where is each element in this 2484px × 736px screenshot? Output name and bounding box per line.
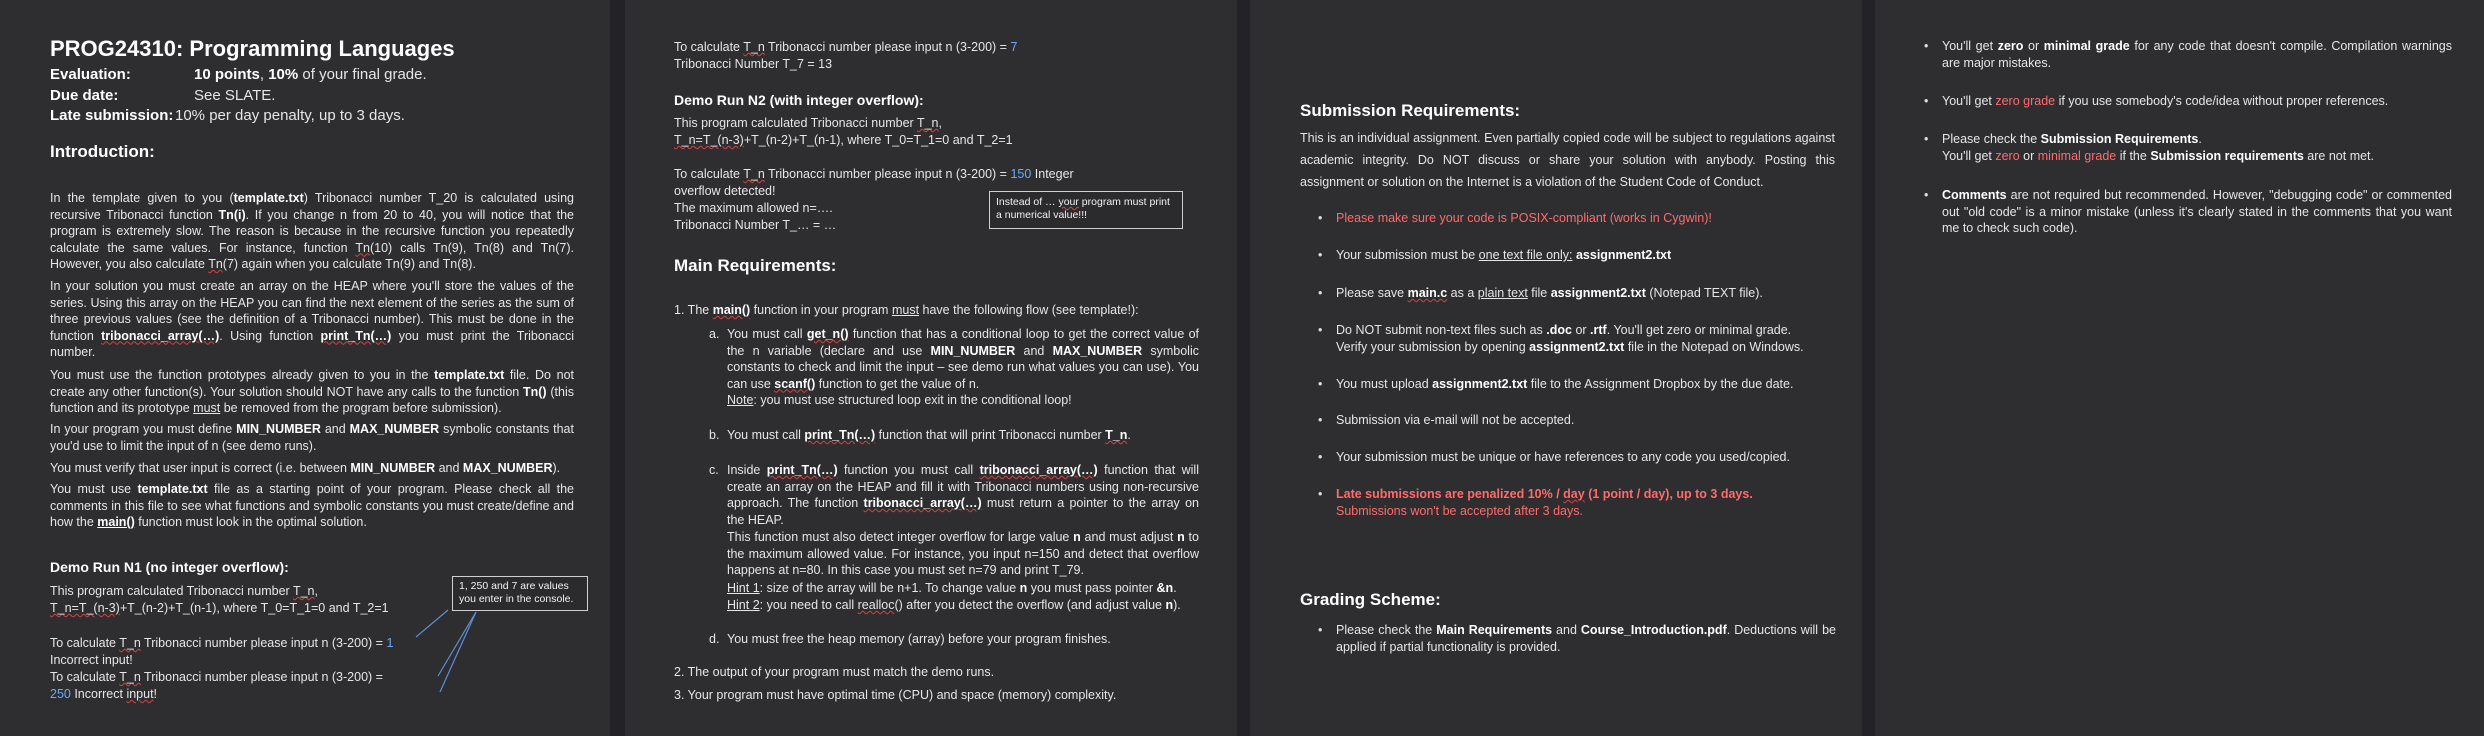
grading-bullet-compile: • You'll get zero or minimal grade for any code that doesn't compile. Compilation warnings are major mistakes. — [1942, 38, 2452, 71]
submission-bullet-save-as: • Please save main.c as a plain text file assignment2.txt (Notepad TEXT file). — [1336, 285, 1763, 302]
requirement-3: 3. Your program must have optimal time (CPU) and space (memory) complexity. — [674, 688, 1117, 702]
callout-arrows — [380, 600, 480, 710]
submission-requirements-heading: Submission Requirements: — [1300, 101, 1521, 120]
demo2-line-3: To calculate T_n Tribonacci number please input n (3-200) = 150 Integer — [674, 167, 1074, 181]
demo-run-1-heading: Demo Run N1 (no integer overflow): — [50, 559, 289, 575]
demo1-line-2: T_n=T_(n-3)+T_(n-2)+T_(n-1), where T_0=T_1=0 and T_2=1 — [50, 601, 389, 615]
demo2-line-5: The maximum allowed n=…. — [674, 201, 833, 215]
demo2-line-1: This program calculated Tribonacci number T_n, — [674, 116, 942, 130]
demo1-line-6: 250 Incorrect input! — [50, 687, 158, 701]
req-d-letter: d. — [709, 632, 720, 646]
demo-run-2-heading: Demo Run N2 (with integer overflow): — [674, 92, 924, 108]
demo2-line-2: T_n=T_(n-3)+T_(n-2)+T_(n-1), where T_0=T_1=0 and T_2=1 — [674, 133, 1013, 147]
req-b-letter: b. — [709, 428, 720, 442]
demo1-line-5: To calculate T_n Tribonacci number please input n (3-200) = — [50, 670, 383, 684]
introduction-heading: Introduction: — [50, 142, 155, 161]
requirement-d: You must free the heap memory (array) before your program finishes. — [727, 632, 1111, 646]
grading-bullet-submission: • Please check the Submission Requirements. You'll get zero or minimal grade if the Submission requirements are not met. — [1942, 131, 2452, 164]
document-page-3 — [1250, 0, 1862, 736]
evaluation-line: Evaluation: 10 points, 10% of your final grade. — [50, 66, 427, 83]
requirement-a: You must call get_n() function that has a conditional loop to get the correct value of the n variable (declare and use MIN_NUMBER and MAX_NUMBER symbolic constants to check and limit the input – see demo run what values you can use). You can use scanf() function to get the value of n. — [727, 327, 1200, 391]
requirement-2: 2. The output of your program must match the demo runs. — [674, 665, 995, 679]
requirement-c: Inside print_Tn(…) function you must call tribonacci_array(…) function that will create an array on the HEAP and fill it with Tribonacci numbers using non-recursive approach. The function tribonacci_array(…) must return a pointer to the array on the HEAP. — [727, 463, 1199, 527]
grading-scheme-heading: Grading Scheme: — [1300, 590, 1441, 609]
course-title: PROG24310: Programming Languages — [50, 36, 455, 61]
document-page-2 — [625, 0, 1237, 736]
arrow-to-input-7 — [438, 612, 476, 676]
document-page-1 — [0, 0, 610, 736]
main-requirements-heading: Main Requirements: — [674, 256, 837, 275]
requirement-a-note: Note: you must use structured loop exit in the conditional loop! — [727, 393, 1072, 407]
submission-bullet-unique: • Your submission must be unique or have references to any code you used/copied. — [1336, 449, 1790, 466]
demo1-line-4: Incorrect input! — [50, 653, 133, 667]
intro-paragraph-3: You must use the function prototypes already given to you in the template.txt file. Do not create any other function(s). Your solution should NOT have any calls to the function Tn() (this function and its prototype must be removed from the program before submission). — [50, 368, 574, 415]
hint-2: Hint 2: you need to call realloc() after you detect the overflow (and adjust value n). — [727, 598, 1181, 612]
intro-paragraph-6: You must use template.txt file as a starting point of your program. Please check all the comments in this file to see what functions and symbolic constants you must create/define and how the main() function must look in the optimal solution. — [50, 482, 575, 529]
requirement-1: 1. The main() function in your program must have the following flow (see template!): — [674, 303, 1139, 317]
intro-paragraph-2: In your solution you must create an array on the HEAP where you'll store the values of the series. Using this array on the HEAP you can find the next element of the series as the sum of three previous values (see the definition of a Tribonacci number). This must be done in the function tribonacci_array(…). Using function print_Tn(…) you must print the Tribonacci number. — [50, 279, 574, 359]
intro-paragraph-1: In the template given to you (template.txt) Tribonacci number T_20 is calculated using recursive Tribonacci function Tn(i). If you change n from 20 to 40, you will notice that the program is extremely slow. The reason is because in the recursive function you repeatedly calculate the same values. For instance, function Tn(10) calls Tn(9), Tn(8) and Tn(7). However, you also calculate Tn(7) again when you calculate Tn(9) and Tn(8). — [50, 191, 574, 271]
document-page-4 — [1875, 0, 2484, 736]
grading-bullet-references: • You'll get zero grade if you use somebody's code/idea without proper references. — [1942, 93, 2452, 110]
requirement-b: You must call print_Tn(…) function that will print Tribonacci number T_n. — [727, 428, 1131, 442]
grading-bullet-comments: • Comments are not required but recommended. However, "debugging code" or commented out "old code" is a minor mistake (unless it's clearly stated in the comments that you want me to check such code). — [1942, 187, 2452, 237]
demo2-line-4: overflow detected! — [674, 184, 776, 198]
submission-bullet-upload: • You must upload assignment2.txt file to the Assignment Dropbox by the due date. — [1336, 376, 1793, 393]
submission-bullet-email: • Submission via e-mail will not be accepted. — [1336, 412, 1574, 429]
input-values-callout: 1, 250 and 7 are values you enter in the console. — [452, 576, 588, 611]
req-c-letter: c. — [709, 463, 719, 477]
demo1-line-3: To calculate T_n Tribonacci number please input n (3-200) = 1 — [50, 636, 394, 650]
req-a-letter: a. — [709, 327, 720, 341]
submission-bullet-no-doc: • Do NOT submit non-text files such as .doc or .rtf. You'll get zero or minimal grade. Verify your submission by opening assignment2.txt file in the Notepad on Windows. — [1336, 322, 1804, 355]
late-submission-line: Late submission: 10% per day penalty, up to 3 days. — [50, 107, 405, 124]
demo1-line-1: This program calculated Tribonacci number T_n, — [50, 584, 318, 598]
intro-paragraph-5: You must verify that user input is correct (i.e. between MIN_NUMBER and MAX_NUMBER). — [50, 461, 561, 475]
intro-paragraph-4: In your program you must define MIN_NUMBER and MAX_NUMBER symbolic constants that you'd use to limit the input of n (see demo runs). — [50, 422, 574, 453]
hint-1: Hint 1: size of the array will be n+1. To change value n you must pass pointer &n. — [727, 581, 1177, 595]
submission-bullet-posix: • Please make sure your code is POSIX-compliant (works in Cygwin)! — [1336, 210, 1712, 227]
due-date-line: Due date: See SLATE. — [50, 87, 276, 104]
requirement-c-overflow: This function must also detect integer overflow for large value n and must adjust n to the maximum allowed value. For instance, you input n=150 and detect that overflow happens at n=80. In this case you must set n=79 and print T_79. — [727, 530, 1199, 577]
demo1-cont-line-2: Tribonacci Number T_7 = 13 — [674, 57, 833, 71]
numerical-value-callout: Instead of … your program must print a numerical value!!! — [989, 191, 1183, 229]
arrow-to-input-250 — [440, 612, 476, 692]
grading-bullet: • Please check the Main Requirements and Course_Introduction.pdf. Deductions will be applied if partial functionality is provided. — [1336, 622, 1836, 655]
arrow-to-input-1 — [416, 610, 448, 637]
submission-bullet-one-file: • Your submission must be one text file only: assignment2.txt — [1336, 247, 1671, 264]
submission-paragraph: This is an individual assignment. Even partially copied code will be subject to regulations against academic integrity. Do NOT discuss or share your solution with anybody. Posting this assignment or solution on the Internet is a violation of the Student Code of Conduct. — [1300, 131, 1835, 189]
submission-bullet-late: • Late submissions are penalized 10% / day (1 point / day), up to 3 days. Submissions won't be accepted after 3 days. — [1336, 486, 1836, 519]
demo2-line-6: Tribonacci Number T_… = … — [674, 218, 837, 232]
demo1-cont-line-1: To calculate T_n Tribonacci number please input n (3-200) = 7 — [674, 40, 1018, 54]
